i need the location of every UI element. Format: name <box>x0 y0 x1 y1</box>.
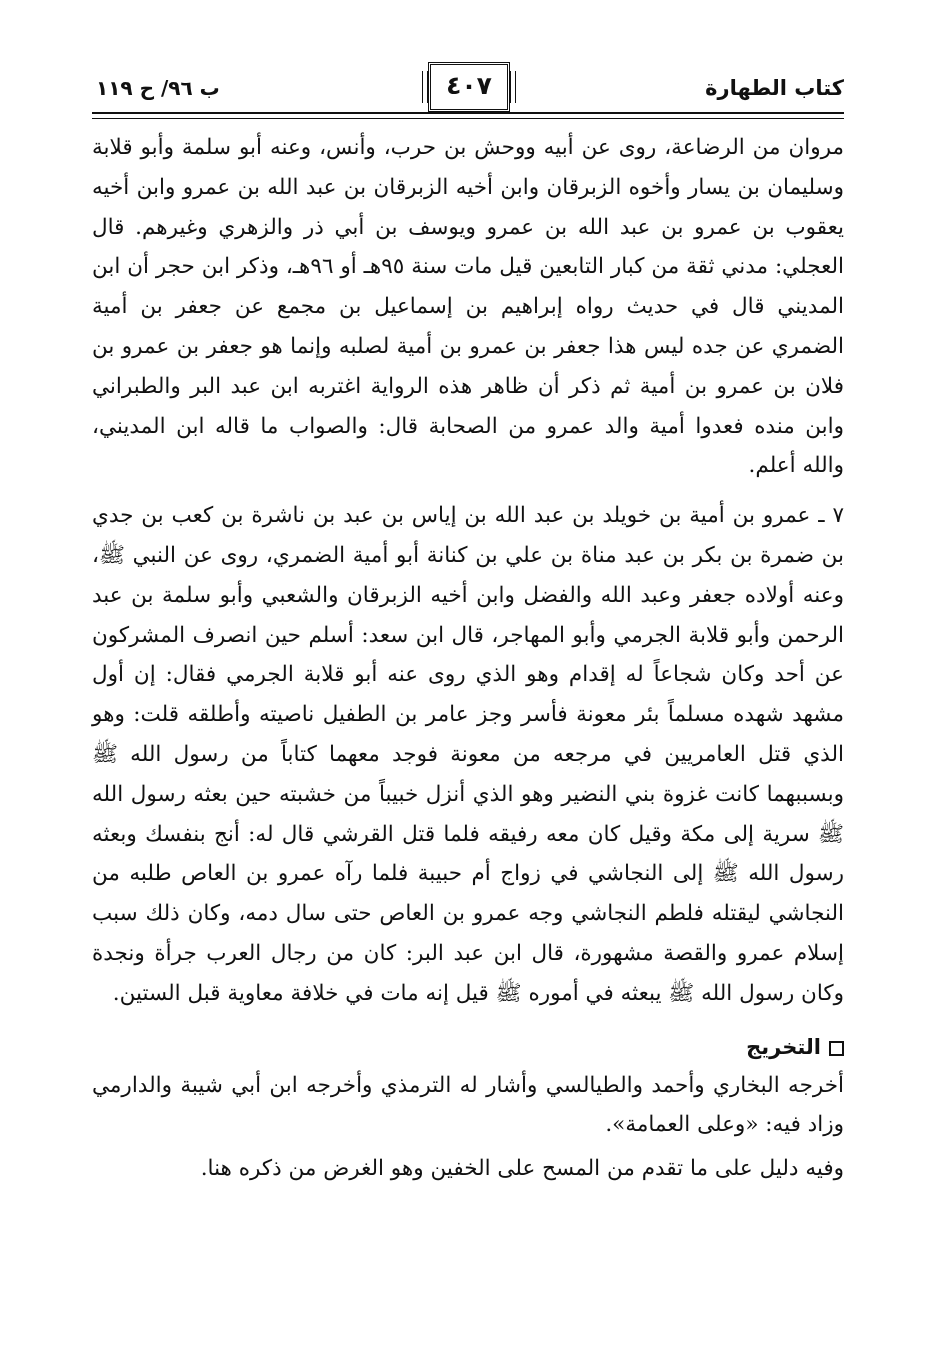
square-bullet-icon <box>829 1041 844 1056</box>
header-rule <box>92 112 844 114</box>
takhrij-heading <box>92 1030 844 1064</box>
header-rule-thin <box>92 118 844 119</box>
book-title: كتاب الطهارة <box>705 76 844 100</box>
page-header <box>92 62 844 114</box>
page-body <box>92 128 844 1189</box>
page-number-frame <box>428 62 510 112</box>
takhrij-note: وفيه دليل على ما تقدم من المسح على الخفين وهو الغرض من ذكره هنا. <box>200 1156 844 1182</box>
page-number: ٤٠٧ <box>446 71 492 100</box>
chapter-hadith-reference: ب ٩٦/ ح ١١٩ <box>96 76 220 100</box>
takhrij-paragraph: أخرجه البخاري وأحمد والطيالسي وأشار له الترمذي وأخرجه ابن أبي شيبة والدارمي وزاد فيه: «وعلى العمامة». <box>92 1072 844 1138</box>
paragraph-narrator-7: ٧ ـ عمرو بن أمية بن خويلد بن عبد الله بن إياس بن عبد بن ناشرة بن كعب بن جدي بن ضمرة بن بكر بن عبد مناة بن علي بن كنانة أبو أمية الضمري، روى عن النبي ﷺ، وعنه أولاده جعفر وعبد الله والفضل وابن أخيه الزبرقان والشعبي وأبو سلمة بن عبد الرحمن وأبو قلابة الجرمي وأبو المهاجر، قال ابن سعد: أسلم حين انصرف المشركون عن أحد وكان شجاعاً له إقدام وهو الذي روى عنه أبو قلابة الجرمي فقال: إن أول مشهد شهده مسلماً بئر معونة فأسر وجز عامر بن الطفيل ناصيته وأطلقه قلت: وهو الذي قتل العامريين في مرجعه من معونة فوجد معهما كتاباً من رسول الله ﷺ وبسببهما كانت غزوة بني النضير وهو الذي أنزل خبيباً من خشبته حين بعثه رسول الله ﷺ سرية إلى مكة وقيل كان معه رفيقه فلما قتل القرشي قال له: أنج بنفسك وبعثه رسول الله ﷺ إلى النجاشي في زواج أم حبيبة فلما رآه عمرو بن العاص طلبه من النجاشي ليقتله فلطم النجاشي وجه عمرو بن العاص حتى سال دمه، وكان ذلك سبب إسلام عمرو والقصة مشهورة، قال ابن عبد البر: كان من رجال العرب جرأة ونجدة وكان رسول الله ﷺ يبعثه في أموره ﷺ قيل إنه مات في خلافة معاوية قبل الستين. <box>92 503 844 1006</box>
paragraph-biography-continued: مروان من الرضاعة، روى عن أبيه ووحش بن حرب، وأنس، وعنه أبو سلمة وأبو قلابة وسليمان بن يسار وأخوه الزبرقان وابن أخيه الزبرقان بن عبد الله بن عمرو وابن أخيه يعقوب بن عمرو بن عبد الله بن عمرو ويوسف بن أبي ذر والزهري وغيرهم. قال العجلي: مدني ثقة من كبار التابعين قيل مات سنة ٩٥هـ أو ٩٦هـ، وذكر ابن حجر أن ابن المديني قال في حديث رواه إبراهيم بن إسماعيل بن مجمع عن جعفر بن أمية الضمري عن جده ليس هذا جعفر بن عمرو بن أمية لصلبه وإنما هو جعفر بن عمرو بن فلان بن عمرو بن أمية ثم ذكر أن ظاهر هذه الرواية اغتربه ابن عبد البر والطبراني وابن منده فعدوا أمية والد عمرو من الصحابة قال: والصواب ما قاله ابن المديني، والله أعلم. <box>92 135 844 479</box>
takhrij-heading-text: التخريج <box>746 1034 821 1059</box>
